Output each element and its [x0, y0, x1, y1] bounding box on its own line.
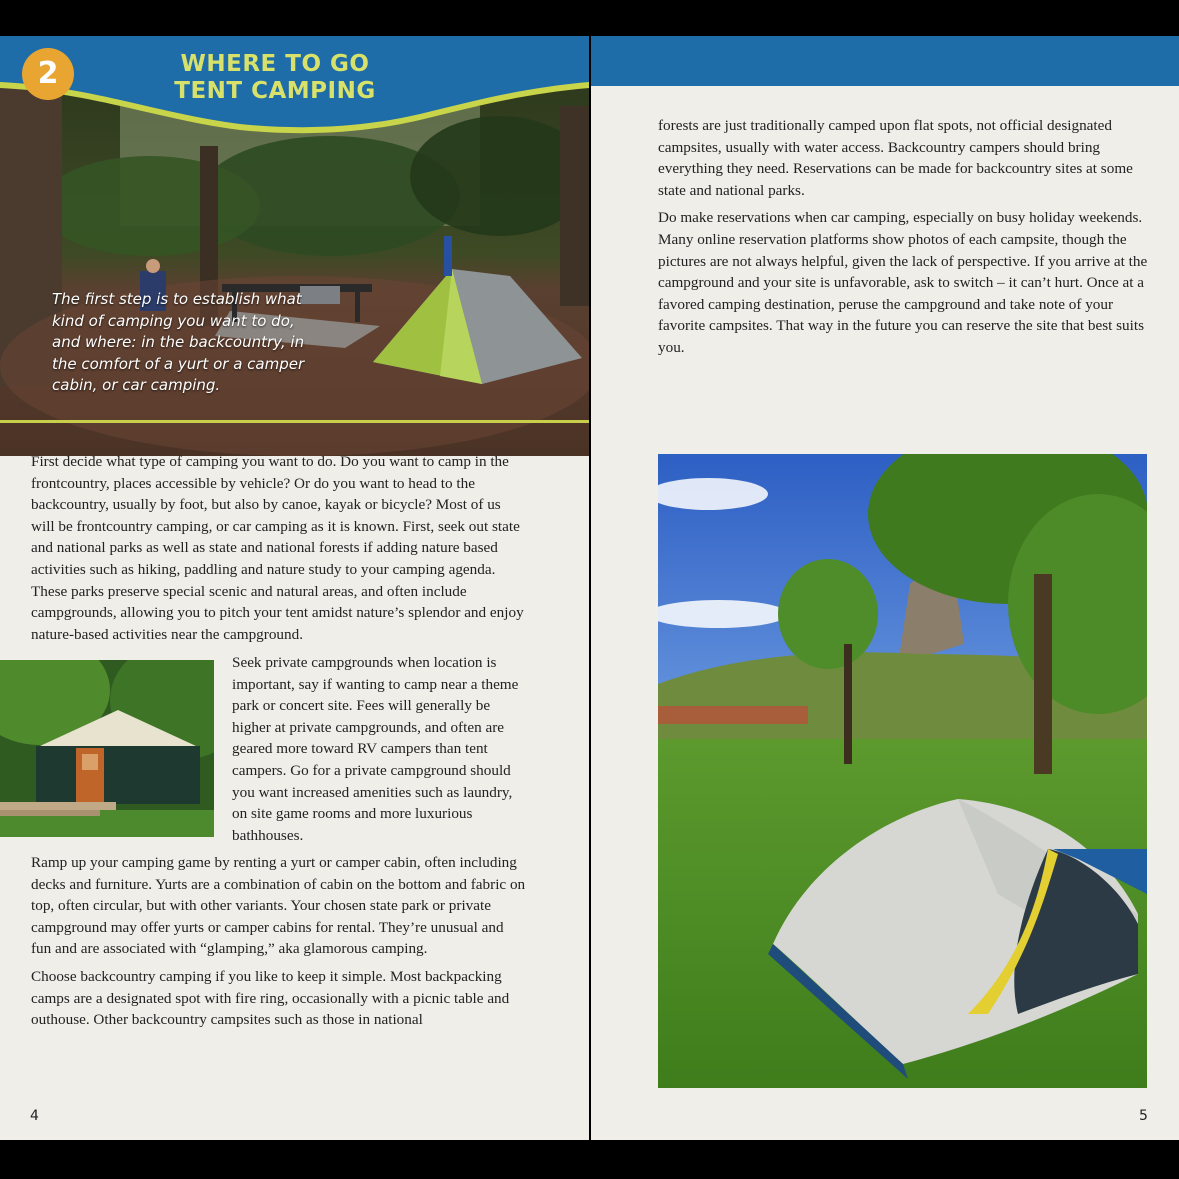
photo-caption: The first step is to establish what kind of camping you want to do, and where: in the backcountry, in the comfort of a yurt or a camper cabin, or car camping. — [52, 290, 305, 395]
chapter-header — [0, 36, 589, 166]
page-number-right: 5 — [1139, 1108, 1148, 1124]
right-text — [658, 115, 1153, 359]
paragraph-1: First decide what type of camping you want to do. Do you want to camp in the frontcountry, places accessible by vehicle? Or do you want to head to the backcountry, usually by foot, but also by canoe, kayak or bicycle? Most of us will be frontcountry camping, or car camping as it is known. First, seek out state and national parks as well as state and national forests if adding nature based activities such as hiking, paddling and nature study to your camping agenda. These parks preserve special scenic and natural areas, and often include campgrounds, allowing you to pitch your tent amidst nature’s splendor and enjoy nature-based activities near the campground. — [31, 453, 524, 643]
page-number-left: 4 — [30, 1108, 39, 1124]
header-band — [591, 36, 1179, 86]
chapter-title — [150, 51, 400, 105]
photo-divider — [0, 420, 589, 423]
paragraph-3: Ramp up your camping game by renting a yurt or camper cabin, often including decks and furniture. Yurts are a combination of cabin on the bottom and fabric on top, often circular, but with other variants. Your chosen state park or private campground may offer yurts or camper cabins for rental. They’re unusual and fun and are associated with “glamping,” aka glamorous camping. — [31, 854, 526, 958]
left-intro-text — [31, 451, 526, 645]
paragraph-continued: forests are just traditionally camped upon flat spots, not official designated campsites, usually with water access. Backcountry campers should bring everything they need. Reservations can be made for backcountry sites at some state and national parks. — [658, 117, 1133, 199]
left-page — [0, 36, 589, 1140]
private-campground-text — [232, 652, 524, 846]
chapter-number-badge: 2 — [22, 48, 74, 100]
right-page — [591, 36, 1179, 1140]
left-lower-text — [31, 852, 526, 1031]
yurt-photo — [0, 660, 214, 837]
tent-meadow-photo — [658, 454, 1147, 1088]
title-line-2: TENT CAMPING — [174, 78, 376, 104]
paragraph-2: Seek private campgrounds when location is important, say if wanting to camp near a theme park or concert site. Fees will generally be higher at private campgrounds, and often are geared more toward RV campers than tent campers. Go for a private campground should you want increased amenities such as laundry, on site game rooms and more luxurious bathhouses. — [232, 654, 519, 844]
title-line-1: WHERE TO GO — [180, 51, 370, 77]
paragraph-4: Choose backcountry camping if you like to keep it simple. Most backpacking camps are a designated spot with fire ring, occasionally with a picnic table and outhouse. Other backcountry campsites such as those in national — [31, 967, 510, 1029]
paragraph-reservations: Do make reservations when car camping, especially on busy holiday weekends. Many online reservation platforms show photos of each campsite, though the pictures are not always helpful, given the lack of perspective. If you arrive at the campground and your site is unfavorable, ask to switch – it can’t hurt. Once at a favored camping destination, peruse the campground and take note of your favorite campsites. That way in the future you can reserve the site that best suits you. — [658, 209, 1148, 356]
